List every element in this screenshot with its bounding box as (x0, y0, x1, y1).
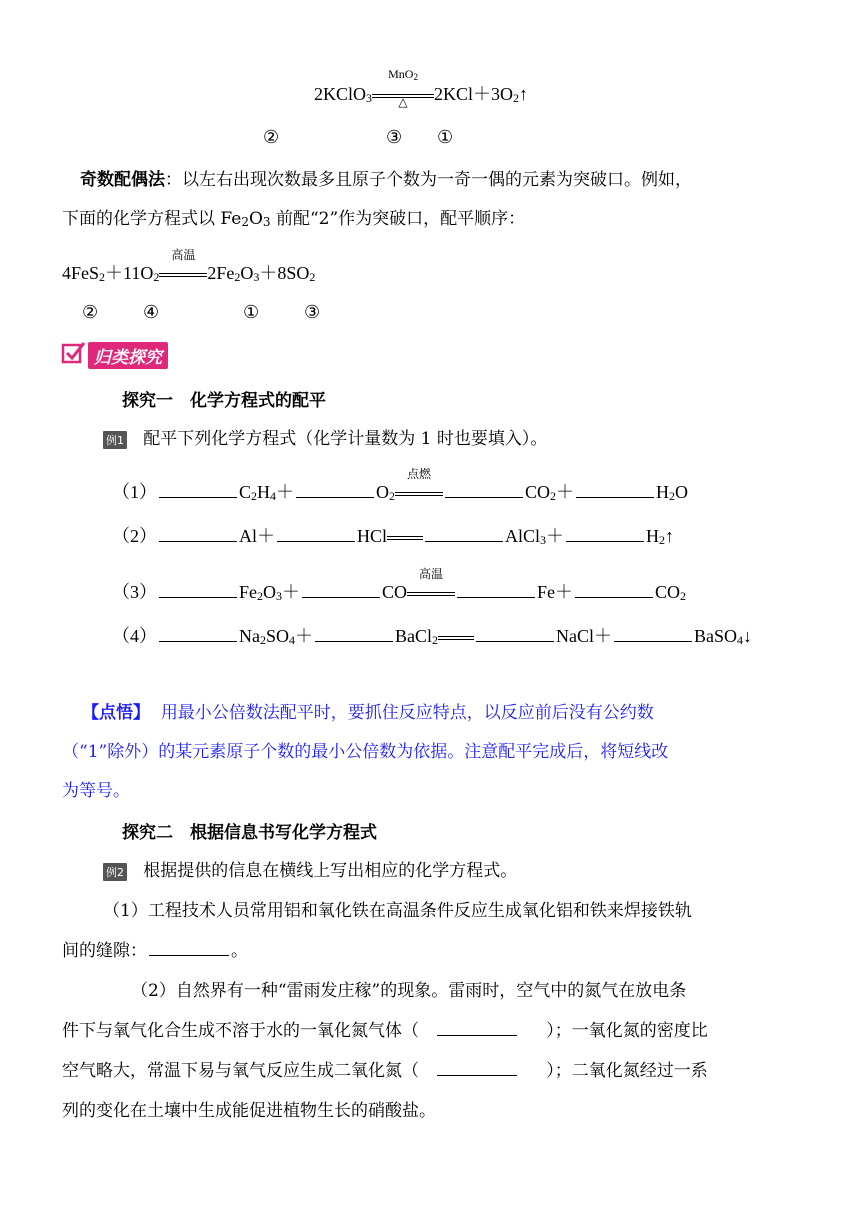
explore1-title: 探究一 化学方程式的配平 (122, 391, 326, 411)
odd-even-text1: ：以左右出现次数最多且原子个数为一奇一偶的元素为突破口。例如， (165, 170, 692, 190)
eq2-rhs-end: ＋8SO (259, 263, 310, 283)
tip-line2: （“1”除外）的某元素原子个数的最小公倍数为依据。注意配平完成后，将短线改 (62, 742, 669, 762)
eq1-lhs-sub: 3 (366, 91, 373, 105)
tip-text1: 用最小公倍数法配平时，要抓住反应特点，以反应前后没有公约数 (160, 703, 654, 723)
q-term: O (263, 582, 276, 602)
q-term: Al (239, 526, 257, 546)
prompt2-text: ）；一氧化氮的密度比 (546, 1021, 708, 1041)
q-term: H (646, 526, 660, 546)
prompt2-text: ）；二氧化氮经过一系 (546, 1061, 708, 1081)
q-num: （3） (112, 582, 157, 602)
q-sub: 2 (251, 489, 258, 503)
prompt1-end: 。 (231, 941, 248, 961)
q-sub: 4 (270, 489, 277, 503)
q-term: SO (266, 626, 290, 646)
q-sub: 4 (289, 633, 296, 647)
odd-even-sub: 3 (262, 215, 271, 229)
question-3 (112, 567, 687, 604)
q-term: NaCl (556, 626, 595, 646)
answer-blank[interactable] (457, 596, 535, 598)
q-sub: 2 (432, 633, 439, 647)
eq1-cond-top: MnO (388, 67, 414, 81)
q-arrow: ↑ (665, 526, 675, 546)
odd-even-label: 奇数配偶法 (80, 170, 165, 190)
q1-cond-text: 点燃 (407, 467, 432, 481)
q-term: CO (525, 482, 551, 502)
answer-blank[interactable] (159, 540, 237, 542)
q-term: O (675, 482, 689, 502)
order-mark: ① (437, 127, 454, 147)
q-term: Na (239, 626, 260, 646)
q-term: H (656, 482, 670, 502)
eq2-lhs: 4FeS (62, 263, 100, 283)
answer-blank[interactable] (425, 540, 503, 542)
odd-even-text2c: 前配“2”作为突破口，配平顺序： (270, 209, 526, 229)
q-sub: 2 (550, 489, 557, 503)
answer-blank[interactable] (437, 1034, 517, 1036)
q-term: Fe (537, 582, 556, 602)
eq1-condition (372, 67, 434, 109)
eq2-plus: ＋11O (105, 263, 154, 283)
prompt1-line2 (62, 936, 248, 961)
section-badge (60, 340, 190, 368)
q-plus: ＋ (594, 626, 613, 646)
q-term: CO (655, 582, 681, 602)
odd-even-line2 (62, 197, 525, 244)
q-term: CO (382, 582, 408, 602)
answer-blank[interactable] (296, 496, 374, 498)
example2 (103, 856, 517, 881)
tip-label: 【点悟】 (82, 703, 150, 723)
prompt2-line1: （2）自然界有一种“雷雨发庄稼”的现象。雷雨时，空气中的氮气在放电条 (131, 981, 687, 1001)
eq1-arrow: ↑ (519, 84, 529, 104)
order-mark: ② (82, 302, 99, 322)
q-sub: 2 (257, 589, 263, 603)
q-sub: 3 (540, 533, 547, 547)
eq2-condition (159, 248, 207, 284)
q-sub: 2 (659, 533, 666, 547)
equation-kclo3 (314, 67, 529, 109)
q-term: Fe (239, 582, 257, 602)
q1-condition (395, 467, 443, 503)
answer-blank[interactable] (476, 640, 554, 642)
question-4 (112, 622, 752, 648)
answer-blank[interactable] (159, 496, 237, 498)
example2-tag: 例2 (103, 863, 127, 881)
tip-line1 (82, 698, 654, 723)
answer-blank[interactable] (566, 540, 644, 542)
q-sub: 2 (260, 633, 266, 647)
eq2-sub: 2 (234, 270, 241, 284)
eq1-lhs: 2KClO (314, 84, 367, 104)
q-plus: ＋ (295, 626, 314, 646)
eq1-cond-top-sub: 2 (413, 72, 418, 82)
answer-blank[interactable] (437, 1074, 517, 1076)
order-mark: ① (243, 302, 260, 322)
q3-cond-text: 高温 (419, 567, 444, 581)
section-badge-label: 归类探究 (88, 342, 168, 369)
answer-blank[interactable] (614, 640, 692, 642)
q-sub: 4 (737, 633, 744, 647)
answer-blank[interactable] (315, 640, 393, 642)
q-arrow: ↓ (743, 626, 753, 646)
prompt1-text: 间的缝隙： (62, 941, 147, 961)
q-term: O (376, 482, 390, 502)
q-term: C (239, 482, 252, 502)
q-sub: 2 (680, 589, 687, 603)
q-term: HCl (357, 526, 388, 546)
order-mark: ④ (143, 302, 160, 322)
odd-even-sub: 2 (241, 215, 249, 229)
eq2-sub: 2 (99, 270, 106, 284)
example1-text: 配平下列化学方程式（化学计量数为 1 时也要填入）。 (143, 429, 548, 449)
q-sub: 3 (276, 589, 282, 603)
prompt2-text: 空气略大，常温下易与氧气反应生成二氧化氮（ (62, 1061, 419, 1081)
odd-even-text2: 下面的化学方程式以 Fe (62, 209, 242, 229)
eq2-sub: 2 (153, 270, 160, 284)
answer-blank[interactable] (575, 596, 653, 598)
odd-even-line1 (80, 158, 692, 202)
equal-sign (438, 636, 474, 640)
odd-even-text2b: O (248, 209, 263, 229)
eq2-sub: 2 (309, 270, 316, 284)
eq1-cond-bot: △ (398, 95, 408, 109)
equation-fes2 (62, 248, 316, 285)
q-plus: ＋ (282, 582, 300, 602)
q-plus: ＋ (257, 526, 275, 546)
q-term: H (257, 482, 271, 502)
q-sub: 2 (669, 489, 676, 503)
prompt2-line4: 列的变化在土壤中生成能促进植物生长的硝酸盐。 (62, 1101, 436, 1121)
q-term: BaCl (395, 626, 433, 646)
example2-text: 根据提供的信息在横线上写出相应的化学方程式。 (143, 861, 518, 881)
q-plus: ＋ (546, 526, 565, 546)
answer-blank[interactable] (302, 596, 380, 598)
explore2-title: 探究二 根据信息书写化学方程式 (122, 823, 377, 843)
q-term: AlCl (505, 526, 541, 546)
answer-blank[interactable] (277, 540, 355, 542)
prompt1-line1: （1）工程技术人员常用铝和氧化铁在高温条件反应生成氧化铝和铁来焊接铁轨 (103, 901, 692, 921)
answer-blank[interactable] (159, 596, 237, 598)
eq2-cond-top: 高温 (171, 248, 196, 262)
eq2-rhs: 2Fe (207, 263, 235, 283)
q-term: BaSO (694, 626, 738, 646)
order-mark: ③ (304, 302, 321, 322)
q-num: （1） (112, 482, 157, 502)
eq2-sub: 3 (253, 270, 260, 284)
eq1-rhs: 2KCl＋3O (434, 84, 514, 104)
q-num: （2） (112, 526, 157, 546)
answer-blank[interactable] (576, 496, 654, 498)
equal-sign (387, 536, 423, 540)
order-mark: ③ (386, 127, 403, 147)
q-sub: 2 (389, 489, 396, 503)
eq1-rhs-sub: 2 (513, 91, 520, 105)
answer-blank[interactable] (159, 640, 237, 642)
answer-blank[interactable] (149, 954, 229, 956)
prompt2-line3 (62, 1056, 708, 1081)
q-num: （4） (112, 626, 157, 646)
question-2 (112, 522, 674, 548)
answer-blank[interactable] (445, 496, 523, 498)
example1 (103, 424, 547, 449)
question-1 (112, 467, 689, 504)
q-plus: ＋ (556, 482, 575, 502)
eq2-rhs-o: O (240, 263, 254, 283)
order-mark: ② (263, 127, 280, 147)
q-plus: ＋ (276, 482, 295, 502)
q3-condition (407, 567, 455, 603)
tip-line3: 为等号。 (62, 781, 130, 801)
prompt2-line2 (62, 1016, 708, 1041)
checkbox-icon (60, 340, 86, 366)
q-plus: ＋ (555, 582, 574, 602)
prompt2-text: 件下与氧气化合生成不溶于水的一氧化氮气体（ (62, 1021, 419, 1041)
example1-tag: 例1 (103, 431, 127, 449)
